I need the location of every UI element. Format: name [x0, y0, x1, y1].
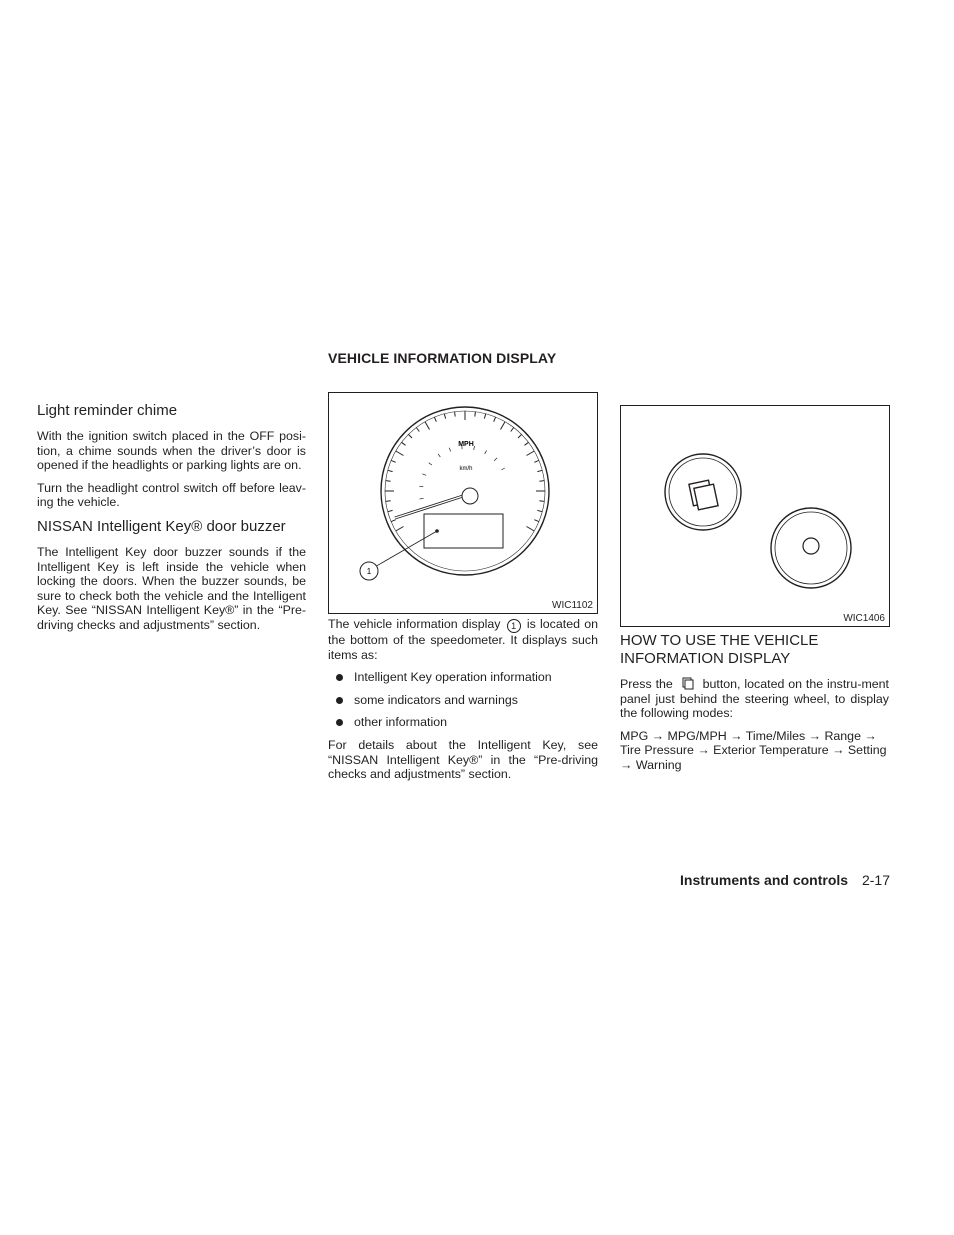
gauge-tick — [396, 451, 404, 456]
paragraph-light-reminder-1: With the ignition switch placed in the OFF posi-tion, a chime sounds when the driver’s door is opened if the headlights or parking lights are on. — [37, 429, 306, 473]
gauge-tick — [537, 510, 542, 511]
gauge-tick — [539, 481, 544, 482]
heading-how-to-use: HOW TO USE THE VEHICLE INFORMATION DISPLAY — [620, 632, 819, 667]
gauge-tick — [425, 422, 430, 430]
gauge-inner-tick — [485, 450, 487, 454]
gauge-tick — [408, 434, 412, 438]
gauge-tick — [511, 428, 514, 432]
gauge-tick — [434, 417, 436, 422]
gauge-tick — [539, 501, 544, 502]
gauge-tick — [501, 422, 506, 430]
left-column — [37, 402, 306, 641]
gauge-inner-tick — [474, 446, 475, 450]
speedometer-gauge — [360, 407, 549, 580]
gauge-tick — [444, 414, 445, 419]
paragraph-press-button: Press the button, located on the instru-ment panel just behind the steering wheel, to display the following modes: — [620, 677, 889, 721]
bullet-icon — [336, 697, 343, 704]
gauge-tick — [494, 417, 496, 422]
speedometer-illustration — [329, 393, 599, 615]
gauge-tick — [527, 451, 535, 456]
section-title: VEHICLE INFORMATION DISPLAY — [328, 350, 557, 366]
middle-column — [328, 350, 598, 790]
gauge-tick — [484, 414, 485, 419]
bullet-icon — [336, 719, 343, 726]
gauge-unit-kmh: km/h — [459, 466, 473, 472]
gauge-tick — [402, 442, 406, 445]
list-item: Intelligent Key operation information — [328, 670, 598, 685]
footer-section-name: Instruments and controls — [680, 872, 849, 888]
list-item: other information — [328, 715, 598, 730]
gauge-tick — [386, 501, 391, 502]
gauge-tick — [416, 428, 419, 432]
gauge-tick — [455, 412, 456, 417]
gauge-inner-tick — [420, 498, 424, 499]
gauge-inner-tick — [494, 458, 497, 461]
paragraph-door-buzzer: The Intelligent Key door buzzer sounds if the Intelligent Key is left inside the vehicle when locking the doors. When the buzzer sounds, be sure to check both the vehicle and the Intelligent Key. See “NISSAN Intelligent Key®” in the “Pre-driving checks and adjustments” section. — [37, 544, 306, 632]
display-items-list — [328, 670, 598, 730]
page-footer — [680, 872, 890, 888]
bullet-icon — [336, 674, 343, 681]
gauge-tick — [534, 520, 539, 522]
display-mode-button-icon — [681, 677, 695, 690]
gauge-inner-tick — [438, 454, 440, 457]
gauge-tick — [391, 460, 396, 462]
heading-door-buzzer: NISSAN Intelligent Key® door buzzer — [37, 517, 286, 535]
gauge-tick — [527, 527, 535, 532]
heading-light-reminder-chime: Light reminder chime — [37, 402, 178, 419]
gauge-tick — [388, 470, 393, 471]
gauge-tick — [391, 520, 396, 522]
callout-1-label: 1 — [366, 567, 372, 576]
paragraph-intelligent-key-details: For details about the Intelligent Key, see “NISSAN Intelligent Key®” in the “Pre-driving checks and adjustments” section. — [328, 737, 598, 782]
gauge-inner-tick — [422, 474, 426, 476]
callout-1-icon: 1 — [507, 619, 521, 633]
paragraph-vid-location: The vehicle information display 1 is located on the bottom of the speedometer. It displays such items as: — [328, 617, 598, 662]
figure-code-wic1102: WIC1102 — [552, 600, 593, 611]
gauge-tick — [386, 481, 391, 482]
gauge-inner-tick — [501, 468, 504, 470]
speedometer-figure — [328, 392, 598, 614]
paragraph-modes-sequence: MPG → MPG/MPH → Time/Miles → Range → Tire Pressure → Exterior Temperature → Setting → Warning — [620, 728, 887, 772]
buttons-illustration — [621, 406, 891, 628]
reset-button-illustration — [771, 508, 851, 588]
list-item: some indicators and warnings — [328, 693, 598, 708]
buttons-figure — [620, 405, 890, 627]
page-number: 2-17 — [861, 872, 890, 888]
gauge-tick — [525, 442, 529, 445]
gauge-tick — [396, 527, 404, 532]
right-column — [620, 405, 889, 781]
figure-code-wic1406: WIC1406 — [843, 613, 885, 624]
gauge-inner-tick — [429, 463, 432, 465]
paragraph-light-reminder-2: Turn the headlight control switch off before leav-ing the vehicle. — [37, 480, 306, 510]
gauge-tick — [537, 470, 542, 471]
gauge-tick — [475, 412, 476, 417]
gauge-tick — [388, 510, 393, 511]
gauge-inner-tick — [449, 448, 450, 452]
gauge-tick — [534, 460, 539, 462]
gauge-unit-mph: MPH — [458, 441, 474, 448]
gauge-tick — [518, 434, 522, 438]
display-button-illustration — [665, 454, 741, 530]
